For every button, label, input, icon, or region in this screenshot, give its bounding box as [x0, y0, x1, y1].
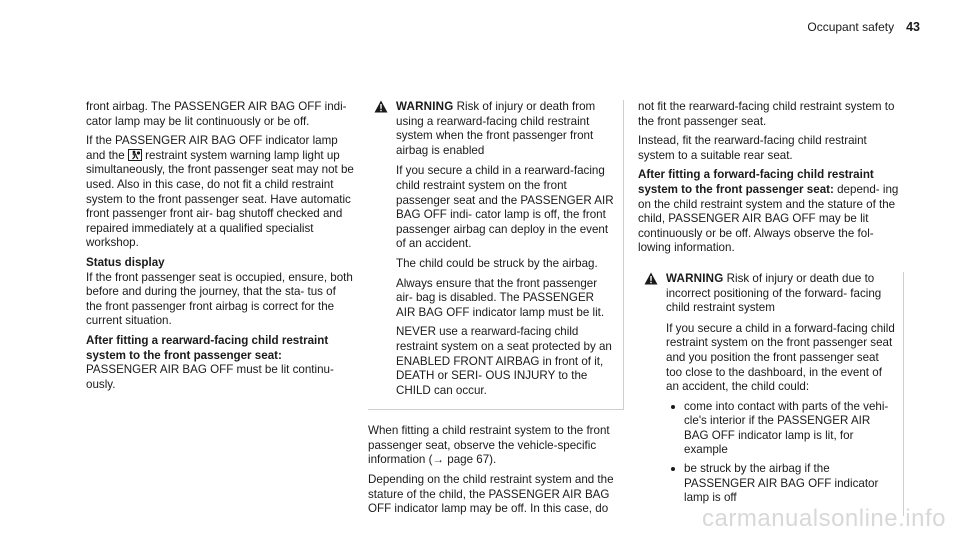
paragraph: front airbag. The PASSENGER AIR BAG OFF indi- cator lamp may be lit continuously or be off. — [86, 100, 347, 128]
warning-label: WARNING — [396, 100, 454, 113]
warning-paragraph: If you secure a child in a forward-facing child restraint system on the front passenger seat and you position the front passenger seat too close to the dashboard, in the event of an accident, the child could: — [666, 321, 895, 394]
list-item-text: be struck by the airbag if the PASSENGER AIR BAG OFF indicator lamp is off — [684, 462, 879, 505]
warning-body — [638, 322, 895, 506]
warning-box — [368, 100, 624, 410]
warning-paragraph: The child could be struck by the airbag. — [396, 256, 598, 270]
warning-label: WARNING — [666, 271, 724, 285]
airbag-restraint-icon — [128, 149, 142, 161]
list-item-text: come into contact with parts of the vehi- cle's interior if the PASSENGER AIR BAG OFF indicator lamp is lit, for example — [684, 399, 889, 457]
paragraph-text: depend- ing on the child restraint system and the stature of the child, PASSENGER AIR BAG OFF may be lit continuously or be off. Always observe the fol- lowing information. — [638, 182, 899, 255]
warning-triangle-icon — [368, 100, 396, 158]
bullet-icon — [671, 405, 675, 409]
warning-header — [368, 100, 615, 158]
after-fitting-heading: After fitting a rearward-facing child restraint system to the front passenger seat: — [86, 333, 329, 362]
warning-paragraph: Always ensure that the front passenger air- bag is disabled. The PASSENGER AIR BAG OFF indicator lamp must be lit. — [396, 276, 605, 319]
warning-title — [666, 272, 895, 316]
warning-title-text: Risk of injury or death from using a rearward-facing child restraint system when the front passenger front airbag is enabled — [396, 100, 596, 157]
paragraph-text: restraint system warning lamp light up simultaneously, the front passenger seat may not be used. Also in this case, do not fit a child restraint system to the front passenger seat. Have automatic front passenger front air- bag shutoff checked and repaired immediately at a qualified specialist workshop. — [86, 148, 354, 250]
page-header — [807, 20, 920, 35]
paragraph: not fit the rearward-facing child restraint system to the front passenger seat. — [638, 100, 895, 128]
forward-facing-heading: After fitting a forward-facing child restraint system to the front passenger seat: — [638, 168, 874, 196]
column-middle — [368, 100, 624, 522]
paragraph: If the front passenger seat is occupied, ensure, both before and during the journey, that the sta- tus of the front passenger front airbag is correct for the current situation. — [86, 270, 353, 328]
paragraph: Instead, fit the rearward-facing child restraint system to a suitable rear seat. — [638, 134, 867, 162]
warning-box — [638, 272, 904, 516]
section-title: Occupant safety — [807, 20, 895, 34]
list-item — [666, 400, 895, 458]
warning-paragraph: NEVER use a rearward-facing child restraint system on a seat protected by an ENABLED FRONT AIRBAG in front of it, DEATH or SERI- OUS INJURY to the CHILD can occur. — [396, 325, 612, 397]
warning-triangle-icon — [638, 272, 666, 316]
paragraph: When fitting a child restraint system to the front passenger seat, observe the vehicle-specific information (→ page 67). — [368, 424, 610, 467]
warning-title-text: Risk of injury or death due to incorrect positioning of the forward- facing child restraint system — [666, 271, 882, 315]
list-item — [666, 462, 895, 506]
paragraph — [86, 134, 354, 251]
paragraph: Depending on the child restraint system and the stature of the child, the PASSENGER AIR BAG OFF indicator lamp may be off. In this case, do — [368, 473, 614, 516]
watermark: carmanualsonline.info — [702, 505, 946, 533]
warning-title — [396, 100, 615, 158]
warning-bullet-list — [666, 400, 895, 506]
warning-body — [368, 164, 615, 398]
warning-header — [638, 272, 895, 316]
paragraph-text: If the PASSENGER AIR BAG OFF indicator lamp and the — [86, 134, 338, 162]
column-right — [638, 100, 904, 530]
paragraph: PASSENGER AIR BAG OFF must be lit continu- ously. — [86, 363, 334, 391]
bullet-icon — [671, 467, 675, 471]
warning-paragraph: If you secure a child in a rearward-facing child restraint system on the front passenger seat and the PASSENGER AIR BAG OFF indi- cator lamp is off, the front passenger airbag can deploy in the event of an accident. — [396, 164, 614, 251]
page-number: 43 — [906, 20, 920, 34]
status-heading: Status display — [86, 255, 165, 269]
paragraph — [638, 168, 904, 256]
column-left — [86, 100, 354, 397]
